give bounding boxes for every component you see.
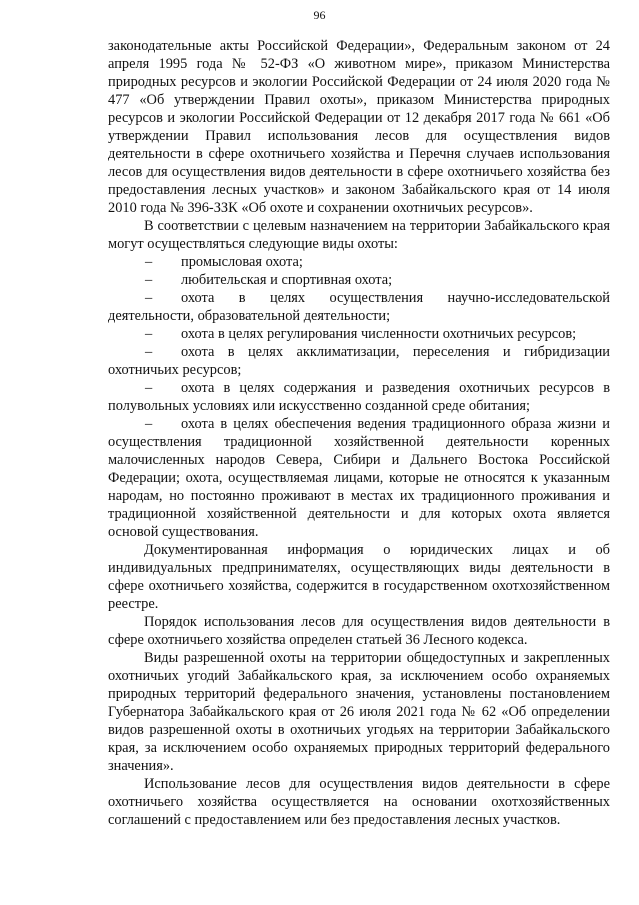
list-item [108,289,610,325]
list-item [108,343,610,379]
paragraph-forest-use-order: Порядок использования лесов для осуществления видов деятельности в сфере охотничьего хозяйства определен статьей 36 Лесного кодекса. [108,614,610,648]
list-dash: – [145,272,153,288]
list-item [108,271,610,289]
list-item-text: промысловая охота; [181,254,303,270]
paragraph-legal-acts: законодательные акты Российской Федерации», Федеральным законом от 24 апреля 1995 года № 52-ФЗ «О животном мире», приказом Министерства природных ресурсов и экологии Российской Федерации от 24 июля 2020 года № 477 «Об утверждении Правил охоты», приказом Министерства природных ресурсов и экологии Российской Федерации от 12 декабря 2017 года № 661 «Об утверждении Правил использования лесов для осуществления видов деятельности в сфере охотничьего хозяйства и Перечня случаев использования лесов для осуществления видов деятельности в сфере охотничьего хозяйства без предоставления лесных участков» и законом Забайкальского края от 14 июля 2010 года № 396-ЗЗК «Об охоте и сохранении охотничьих ресурсов». [108,38,610,216]
list-dash: – [145,344,153,360]
list-dash: – [145,326,153,342]
list-item-text: охота в целях обеспечения ведения традиционного образа жизни и осуществления традиционной хозяйственной деятельности коренных малочисленных народов Севера, Сибири и Дальнего Востока Российской Федерации; охота, осуществляемая лицами, которые не относятся к указанным народам, но постоянно проживают в местах их традиционного проживания и традиционной хозяйственной деятельности и для которых охота является основой существования. [108,416,610,540]
list-item [108,415,610,541]
paragraph-registry: Документированная информация о юридических лицах и об индивидуальных предпринимателях, осуществляющих виды деятельности в сфере охотничьего хозяйства, содержится в государственном охотхозяйственном реестре. [108,542,610,612]
paragraph-agreements: Использование лесов для осуществления видов деятельности в сфере охотничьего хозяйства осуществляется на основании охотхозяйственных соглашений с предоставлением или без предоставления лесных участков. [108,776,610,828]
list-item [108,253,610,271]
list-dash: – [145,290,153,306]
list-item-text: охота в целях осуществления научно-исследовательской деятельности, образовательной деятельности; [108,290,610,324]
page-number: 96 [313,8,326,22]
list-item-text: любительская и спортивная охота; [181,272,393,288]
list-item-text: охота в целях регулирования численности охотничьих ресурсов; [181,326,577,342]
list-dash: – [145,380,153,396]
list-dash: – [145,416,153,432]
list-item-text: охота в целях акклиматизации, переселения и гибридизации охотничьих ресурсов; [108,344,610,378]
hunting-types-list [108,253,610,541]
list-item-text: охота в целях содержания и разведения охотничьих ресурсов в полувольных условиях или искусственно созданной среде обитания; [108,380,610,414]
paragraph-permitted-hunting: Виды разрешенной охоты на территории общедоступных и закрепленных охотничьих угодий Забайкальского края, за исключением особо охраняемых природных территорий федерального значения, установлены постановлением Губернатора Забайкальского края от 26 июля 2021 года № 62 «Об определении видов разрешенной охоты в охотничьих угодьях на территории Забайкальского края, за исключением особо охраняемых природных территорий федерального значения». [108,650,610,774]
list-item [108,379,610,415]
list-dash: – [145,254,153,270]
document-body [108,37,610,829]
list-item [108,325,610,343]
paragraph-hunting-types-intro: В соответствии с целевым назначением на территории Забайкальского края могут осуществляться следующие виды охоты: [108,218,610,252]
